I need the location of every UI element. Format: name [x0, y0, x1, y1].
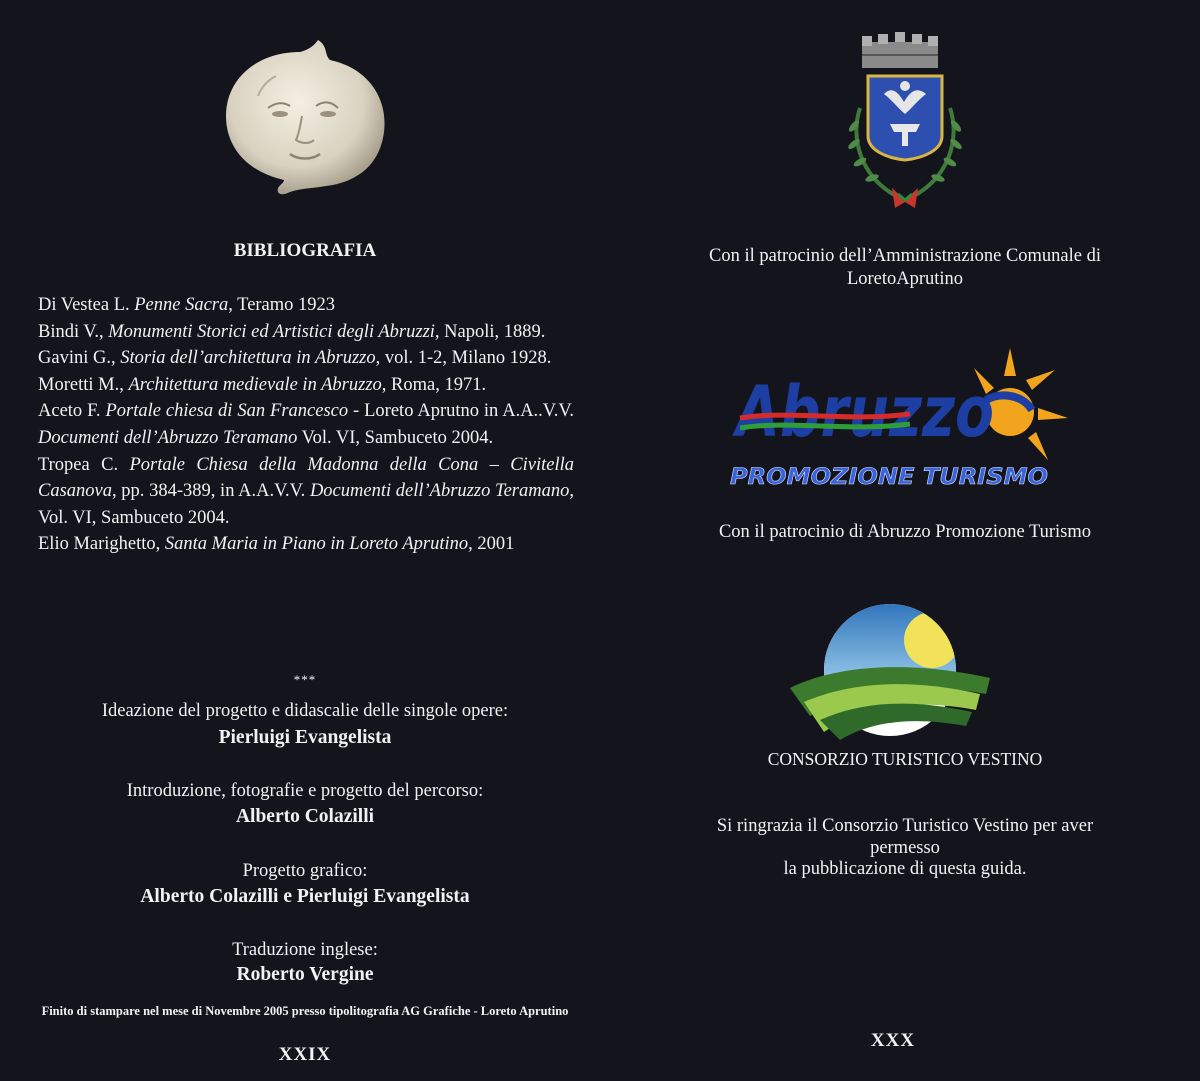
abruzzo-logo-tagline: PROMOZIONE TURISMO	[730, 465, 1048, 490]
bibliography-entry-title: Penne Sacra	[134, 295, 229, 315]
credit-name-progetto-grafico: Alberto Colazilli e Pierluigi Evangelista	[140, 886, 470, 907]
bibliography-entry-title: Portale Chiesa della Madonna della Cona – Civitella Casanova	[38, 454, 574, 502]
bibliography-entry-text: , 2001	[468, 534, 515, 555]
bibliography-title: BIBLIOGRAFIA	[233, 240, 377, 261]
credit-name-introduzione: Alberto Colazilli	[235, 806, 375, 827]
credit-label-traduzione: Traduzione inglese:	[232, 940, 378, 960]
bibliography-entry	[38, 345, 574, 372]
bibliography-entry-text: Vol. VI, Sambuceto 2004.	[297, 427, 494, 448]
bibliography-entry-title: Storia dell’architettura in Abruzzo	[120, 348, 376, 369]
bibliography-entry-text: , pp. 384-389, in A.A.V.V.	[112, 481, 310, 502]
bibliography-entry-text: - Loreto Aprutno in A.A..V.V.	[348, 401, 575, 422]
bibliography-entry-text: , Teramo 1923	[228, 295, 336, 315]
municipal-coat-of-arms-icon	[820, 28, 980, 213]
bibliography-entry-title: Architettura medievale in Abruzzo	[128, 374, 382, 395]
bibliography-list	[38, 292, 574, 558]
credit-label-progetto-grafico: Progetto grafico:	[242, 861, 368, 881]
bibliography-entry-text: Aceto F.	[38, 401, 106, 422]
bibliography-entry-title: Documenti dell’Abruzzo Teramano	[309, 481, 570, 502]
abruzzo-logo-icon	[730, 340, 1070, 495]
bibliography-entry-text: Tropea C.	[38, 454, 130, 475]
credit-label-ideazione: Ideazione del progetto e didascalie delle singole opere:	[101, 701, 509, 721]
bibliography-entry-text: , vol. 1-2, Milano 1928.	[375, 348, 552, 369]
consorzio-logo-icon	[790, 598, 990, 740]
bibliography-entry	[38, 319, 574, 346]
thanks-line1: Si ringrazia il Consorzio Turistico Vestino per aver	[716, 816, 1094, 836]
section-separator: ***	[293, 672, 317, 687]
patronage-comune-line1: Con il patrocinio dell’Amministrazione Comunale di	[708, 246, 1102, 266]
credit-name-traduzione: Roberto Vergine	[236, 964, 374, 985]
patronage-abruzzo: Con il patrocinio di Abruzzo Promozione Turismo	[718, 522, 1092, 542]
page-number-left: XXIX	[278, 1044, 332, 1065]
credit-name-ideazione: Pierluigi Evangelista	[218, 727, 392, 748]
marble-face-relief-icon	[218, 36, 393, 196]
thanks-line2: permesso	[870, 838, 940, 858]
bibliography-entry-text: , Napoli, 1889.	[434, 321, 546, 342]
credit-label-introduzione: Introduzione, fotografie e progetto del percorso:	[126, 781, 484, 801]
printer-note: Finito di stampare nel mese di Novembre 2005 presso tipolitografia AG Grafiche - Loreto Aprutino	[41, 1004, 569, 1018]
bibliography-entry-text: Bindi V.,	[38, 321, 109, 342]
bibliography-entry-text: Moretti M.,	[38, 374, 129, 395]
consorzio-name: CONSORZIO TURISTICO VESTINO	[767, 749, 1043, 769]
bibliography-entry-title: Monumenti Storici ed Artistici degli Abruzzi	[108, 321, 435, 342]
patronage-comune-line2: LoretoAprutino	[846, 269, 964, 289]
thanks-line3: la pubblicazione di questa guida.	[783, 859, 1027, 879]
bibliography-entry-text: , Vol. VI, Sambuceto 2004.	[38, 481, 574, 528]
bibliography-entry-title: Santa Maria in Piano in Loreto Aprutino	[164, 534, 469, 555]
bibliography-entry	[38, 398, 574, 451]
right-page	[610, 0, 1200, 1081]
bibliography-entry	[38, 372, 574, 399]
bibliography-entry	[38, 292, 574, 319]
bibliography-entry-title: Portale chiesa di San Francesco	[105, 401, 349, 422]
bibliography-entry-text: Gavini G.,	[38, 348, 121, 369]
bibliography-entry	[38, 452, 574, 532]
bibliography-entry-text: Di Vestea L.	[38, 295, 135, 315]
bibliography-entry-text: Elio Marighetto,	[38, 534, 165, 555]
bibliography-entry-title: Documenti dell’Abruzzo Teramano	[38, 427, 298, 448]
bibliography-entry-text: , Roma, 1971.	[381, 374, 487, 395]
abruzzo-logo-word: Abruzzo	[731, 371, 994, 453]
bibliography-entry	[38, 531, 574, 558]
page-number-right: XXX	[870, 1030, 916, 1051]
